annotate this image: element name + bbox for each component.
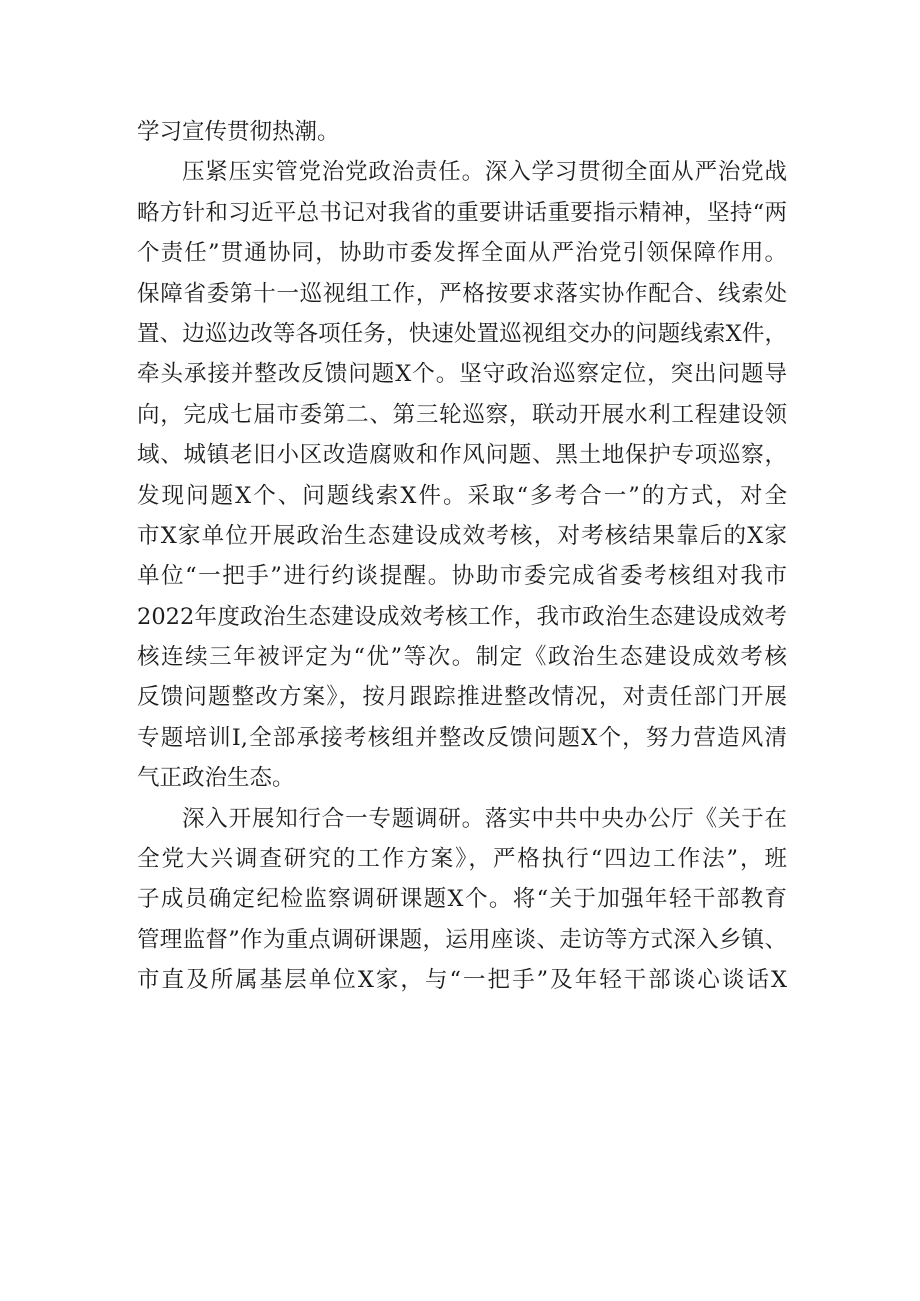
text-line: 子成员确定纪检监察调研课题X个。将“关于加强年轻干部教育 (137, 886, 787, 913)
text-line: 个责任”贯通协同，协助市委发挥全面从严治党引领保障作用。 (137, 240, 787, 267)
text-line: 市直及所属基层单位X家，与“一把手”及年轻干部谈心谈话X (137, 967, 787, 994)
text-line: 保障省委第十一巡视组工作，严格按要求落实协作配合、线索处 (137, 280, 787, 307)
text-line: 向，完成七届市委第二、第三轮巡察，联动开展水利工程建设领 (137, 401, 787, 428)
text-line: 气正政治生态。 (137, 765, 295, 792)
text-line: 单位“一把手”进行约谈提醒。协助市委完成省委考核组对我市 (137, 563, 787, 590)
text-line: 反馈问题整改方案》，按月跟踪推进整改情况，对责任部门开展 (137, 684, 787, 711)
text-line: 全党大兴调查研究的工作方案》，严格执行“四边工作法”，班 (137, 846, 787, 873)
text-line: 域、城镇老旧小区改造腐败和作风问题、黑土地保护专项巡察， (137, 442, 787, 469)
text-line: 略方针和习近平总书记对我省的重要讲话重要指示精神，坚持“两 (137, 199, 787, 226)
text-line: 压紧压实管党治党政治责任。深入学习贯彻全面从严治党战 (182, 159, 787, 186)
text-line: 核连续三年被评定为“优”等次。制定《政治生态建设成效考核 (137, 644, 787, 671)
text-line: 发现问题X个、问题线索X件。采取“多考合一”的方式，对全 (137, 482, 787, 509)
text-line: 深入开展知行合一专题调研。落实中共中央办公厅《关于在 (182, 805, 787, 832)
text-line: 置、边巡边改等各项任务，快速处置巡视组交办的问题线索X件， (137, 320, 787, 347)
text-line: 学习宣传贯彻热潮。 (137, 119, 340, 145)
text-line: 专题培训I,全部承接考核组并整改反馈问题X个，努力营造风清 (137, 724, 787, 751)
paragraph-research (137, 799, 787, 1001)
text-line: 管理监督”作为重点调研课题，运用座谈、走访等方式深入乡镇、 (137, 926, 787, 953)
text-line: 2022年度政治生态建设成效考核工作，我市政治生态建设成效考 (137, 603, 787, 630)
text-line: 牵头承接并整改反馈问题X个。坚守政治巡察定位，突出问题导 (137, 361, 787, 388)
document-body (137, 112, 787, 1001)
text-line: 市X家单位开展政治生态建设成效考核，对考核结果靠后的X家 (137, 522, 787, 549)
paragraph-political-responsibility (137, 152, 787, 798)
paragraph-continuation (137, 112, 787, 152)
